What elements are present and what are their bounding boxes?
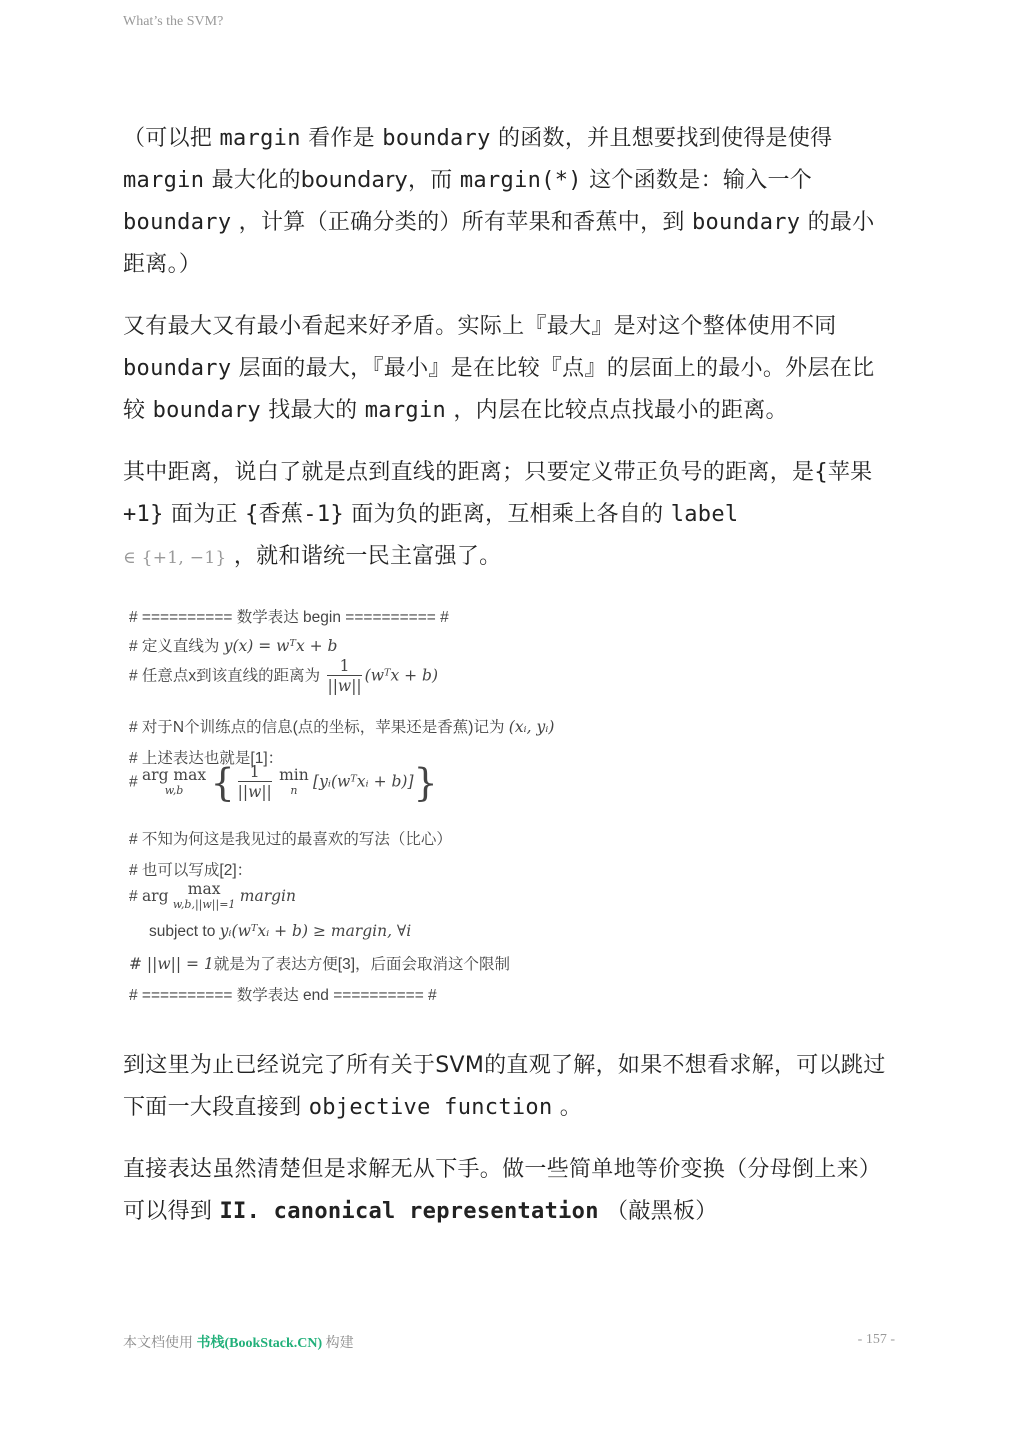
math: yᵢ(wᵀxᵢ + b) ≥ margin, ∀i	[219, 922, 412, 940]
code-text: margin	[219, 126, 301, 151]
operator: arg max	[141, 765, 207, 784]
math: (wᵀx + b)	[364, 666, 439, 685]
code-text: boundary	[123, 356, 232, 381]
text: 就是为了表达方便[3]，后面会取消这个限制	[213, 956, 511, 973]
code-text: margin	[364, 398, 447, 423]
brace-close-icon: }	[413, 760, 438, 805]
code-text: {香蕉-1}	[245, 502, 344, 527]
code-text: boundary	[152, 398, 261, 423]
code-line: # 不知为何这是我见过的最喜欢的写法（比心）	[129, 831, 452, 848]
operator: min	[279, 765, 309, 784]
code-text: objective function	[308, 1095, 553, 1120]
math-label-set: ∈ {+1, −1}	[123, 548, 227, 568]
denominator: ||w||	[237, 783, 272, 801]
fraction	[327, 657, 361, 696]
code-line	[129, 881, 296, 913]
denominator: ||w||	[327, 677, 362, 695]
text: 面为负的距离，互相乘上各自的	[343, 502, 671, 527]
text: 到这里为止已经说完了所有关于SVM的直观了解，如果不想看求解，可以跳过下面一大段直接到	[123, 1053, 886, 1120]
code-line: # ========== 数学表达 end ========== #	[129, 987, 437, 1004]
text: 的最小距离。）	[123, 210, 875, 277]
code-text: margin(*)	[459, 168, 582, 193]
code-text: margin	[123, 168, 205, 193]
paragraph-5	[123, 1149, 895, 1233]
code-text: II. canonical representation	[219, 1199, 599, 1224]
bookstack-link[interactable]: 书栈(BookStack.CN)	[196, 1336, 323, 1351]
text: 直接表达虽然清楚但是求解无从下手。做一些简单地等价变换（分母倒上来）可以得到	[123, 1157, 882, 1224]
brace-open-icon: {	[210, 760, 235, 805]
max-operator	[173, 881, 236, 913]
text: 层面的最大，『最小』是在比较『点』的层面上的最小。外层在比较	[123, 356, 875, 423]
paragraph-2	[123, 306, 895, 432]
text: ，计算（正确分类的）所有苹果和香蕉中，到	[231, 210, 692, 235]
text: 找最大的	[260, 398, 365, 423]
text: 又有最大又有最小看起来好矛盾。实际上『最大』是对这个整体使用不同	[123, 314, 837, 339]
code-line	[149, 922, 411, 941]
text: # 任意点x到该直线的距离为	[129, 667, 325, 685]
math: [yᵢ(wᵀxᵢ + b)]	[313, 772, 414, 791]
code-line	[129, 952, 510, 974]
footer-text: 构建	[322, 1336, 354, 1351]
text: ，就和谐统一民主富强了。	[226, 544, 502, 569]
code-text: {苹果+1}	[123, 460, 873, 527]
math: y(x) = wᵀx + b	[223, 637, 338, 655]
subscript: w,b,||w||=1	[172, 898, 236, 911]
text: 其中距离，说白了就是点到直线的距离；只要定义带正负号的距离，是	[123, 460, 815, 485]
content	[123, 118, 895, 1253]
text: #	[129, 888, 138, 906]
text: （敲黑板）	[598, 1199, 718, 1224]
text: ，内层在比较点点找最小的距离。	[446, 398, 788, 423]
paragraph-1	[123, 118, 895, 286]
argmax	[142, 767, 206, 799]
math-expression-image	[125, 605, 645, 1015]
numerator: 1	[327, 657, 361, 676]
code-line: # ========== 数学表达 begin ========== #	[129, 609, 449, 626]
fraction	[238, 763, 272, 802]
code-text: boundary	[382, 126, 491, 151]
paragraph-3	[123, 452, 895, 579]
page-number: - 157 -	[857, 1332, 895, 1347]
text: # 对于N个训练点的信息(点的坐标，苹果还是香蕉)记为	[129, 719, 509, 736]
code-line	[129, 657, 438, 696]
footer-text: 本文档使用	[123, 1336, 197, 1351]
math: margin	[239, 887, 296, 906]
text: 最大化的boundary，而	[204, 168, 460, 193]
code-line	[129, 634, 337, 656]
code-text: boundary	[123, 210, 232, 235]
text: （可以把	[123, 126, 220, 151]
text: # 定义直线为	[129, 638, 224, 655]
subscript: w,b	[164, 783, 184, 797]
numerator: 1	[238, 763, 272, 782]
code-line	[129, 760, 438, 805]
math: # ||w|| = 1	[129, 955, 214, 973]
text: 的函数，并且想要找到使得是使得	[490, 126, 833, 151]
text: 看作是	[300, 126, 383, 151]
code-text: label	[670, 502, 739, 527]
page-header: What’s the SVM?	[123, 14, 224, 29]
math: (xᵢ, yᵢ)	[508, 718, 555, 736]
text: subject to	[149, 923, 220, 940]
subscript: n	[290, 783, 298, 797]
code-line: # 上述表达也就是[1]：	[129, 750, 284, 767]
code-line: # 也可以写成[2]：	[129, 862, 253, 879]
min-operator	[279, 767, 309, 799]
footer	[123, 1332, 354, 1352]
operator: max	[187, 880, 221, 898]
text: 面为正	[163, 502, 246, 527]
text: #	[129, 773, 138, 791]
code-text: boundary	[691, 210, 801, 235]
operator: arg	[141, 887, 169, 906]
paragraph-4	[123, 1045, 895, 1129]
text: 。	[552, 1095, 583, 1120]
text: 这个函数是：输入一个	[581, 168, 813, 193]
code-line	[129, 715, 554, 737]
